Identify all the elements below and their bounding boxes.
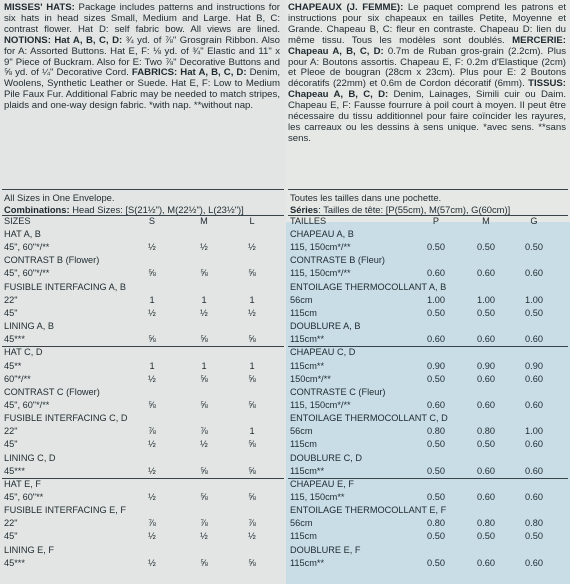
table-row-label: 115cm: [290, 531, 317, 542]
table-row-label: CONTRAST B (Flower): [4, 255, 100, 266]
table-cell-value: ½: [148, 439, 156, 450]
table-row-label: ENTOILAGE THERMOCOLLANT A, B: [290, 281, 447, 292]
table-row-label: 115, 150cm*/**: [290, 268, 351, 279]
combinations-line: Combinations: Head Sizes: [S(21½"), M(22½"), L(23½")]: [4, 204, 244, 215]
french-intro: [288, 3, 566, 145]
table-cell-value: ⅞: [148, 426, 156, 437]
table-cell-value: 0.60: [427, 268, 445, 279]
table-cell-value: ½: [248, 307, 256, 318]
table-cell-value: 0.50: [427, 439, 445, 450]
group-divider: [2, 478, 284, 479]
table-cell-value: ⅝: [248, 492, 256, 502]
table-cell-value: 1: [249, 360, 255, 371]
table-row-label: 45": [4, 307, 18, 318]
table-cell-value: 0.80: [477, 426, 495, 437]
table-row-label: 22": [4, 426, 18, 437]
table-row-label: 45", 60"*/**: [4, 242, 50, 253]
table-cell-value: ½: [200, 531, 208, 542]
table-row-label: 45***: [4, 334, 25, 345]
table-cell-value: ⅝: [200, 268, 208, 279]
table-row-label: HAT E, F: [4, 478, 41, 489]
table-row-label: 115, 150cm**: [290, 492, 345, 502]
table-cell-value: 0.60: [477, 334, 495, 345]
table-cell-value: 0.60: [477, 399, 495, 410]
notions-text: NOTIONS: Hat A, B, C, D: ¾ yd. of ⅞" Grosgrain Ribbon. Also for A: Assorted Buttons. Hat E, F: ⅛ yd. of ¾" Elastic and 11" x 9" Piece of Buckram. Also for E: Two ⅞" Decorative Buttons and ⅝ yd. of ¼" Decorative Cord.: [4, 34, 280, 79]
table-cell-value: ⅝: [200, 334, 208, 345]
mercerie-text: MERCERIE: Chapeau A, B, C, D: 0.7m de Ruban gros-grain (2.2cm). Plus pour A: Boutons assortis. Chapeau E, F: 0.2m d'Elastique (2cm) et Pleoe de bougran (28cm x 23cm). Plus pour E: 2 Boutons décoratifs (22mm) et 0.6m de Cordon décoratif (6mm).: [288, 34, 567, 90]
table-cell-value: 1: [149, 360, 155, 371]
table-cell-value: 0.60: [525, 465, 543, 476]
size-col-header: M: [482, 216, 490, 226]
table-cell-value: 1: [249, 294, 255, 305]
divider: [2, 189, 284, 190]
fabrics-text: FABRICS: Hat A, B, C, D: Denim, Woolens, Synthetic Leather or Suede. Hat E, F: Low to Medium Pile Faux Fur. Additional Fabric may be needed to match stripes, plaids and one-way design fabric. *with nap. **without nap.: [4, 67, 280, 112]
size-col-header: P: [432, 216, 440, 226]
table-cell-value: 0.60: [525, 439, 543, 450]
table-row-label: DOUBLURE E, F: [290, 544, 361, 555]
table-cell-value: 0.60: [477, 373, 495, 384]
misses-hats-heading: MISSES' HATS: Package includes patterns and instructions for six hats in head sizes Small, Medium and Large. Hat B, C: contrast flower. Hat D: self fabric bow. All views are lined.: [4, 2, 280, 35]
size-header: SIZES: [4, 216, 31, 226]
table-row-label: CHAPEAU E, F: [290, 478, 354, 489]
table-row-label: DOUBLURE C, D: [290, 452, 362, 463]
table-cell-value: ½: [200, 307, 208, 318]
table-cell-value: 0.80: [427, 426, 445, 437]
chapeaux-heading: CHAPEAUX (J. FEMME): Le paquet comprend les patrons et instructions pour six chapeaux en tailles Petite, Moyenne et Grande. Chapeau B, C: fleur en contraste. Chapeau D: lien du même tissu. Tous les modèles sont doublés.: [288, 2, 566, 46]
size-header: TAILLES: [290, 216, 327, 226]
table-cell-value: 0.80: [427, 518, 445, 529]
table-cell-value: 0.60: [525, 373, 543, 384]
table-cell-value: 0.60: [477, 465, 495, 476]
table-cell-value: 1.00: [525, 294, 543, 305]
table-row-label: 45***: [4, 557, 25, 568]
table-cell-value: ⅝: [248, 557, 256, 568]
divider: [288, 189, 568, 190]
table-cell-value: ⅝: [248, 399, 256, 410]
table-cell-value: ⅝: [148, 399, 156, 410]
table-cell-value: 1.00: [525, 426, 543, 437]
table-row-label: 45", 60"**: [4, 492, 44, 502]
table-row-label: CONTRASTE B (Fleur): [290, 255, 385, 266]
table-cell-value: 0.60: [427, 399, 445, 410]
size-col-header: M: [200, 216, 208, 226]
table-row-label: 115cm: [290, 307, 317, 318]
size-col-header: G: [530, 216, 538, 226]
table-row-label: 45***: [4, 465, 25, 476]
table-row-label: 150cm*/**: [290, 373, 331, 384]
size-col-header: S: [148, 216, 156, 226]
table-cell-value: ½: [200, 439, 208, 450]
table-cell-value: 0.90: [427, 360, 445, 371]
table-cell-value: ⅞: [200, 426, 208, 437]
size-col-header: L: [249, 216, 255, 226]
table-cell-value: ⅞: [248, 518, 256, 529]
table-row-label: 115, 150cm*/**: [290, 399, 351, 410]
table-cell-value: 0.50: [477, 531, 495, 542]
table-cell-value: ½: [148, 373, 156, 384]
all-sizes-note: All Sizes in One Envelope.: [4, 192, 115, 203]
table-row-label: CHAPEAU A, B: [290, 229, 354, 239]
table-row-label: 45": [4, 439, 18, 450]
group-divider: [2, 346, 284, 347]
table-cell-value: 0.60: [525, 334, 543, 345]
table-cell-value: 0.50: [477, 439, 495, 450]
table-row-label: 115cm: [290, 439, 317, 450]
table-row-label: 22": [4, 518, 18, 529]
table-row-label: LINING A, B: [4, 321, 55, 332]
table-cell-value: ⅝: [248, 465, 256, 476]
table-cell-value: 0.50: [525, 307, 543, 318]
table-cell-value: 0.50: [427, 307, 445, 318]
table-cell-value: ½: [248, 531, 256, 542]
table-cell-value: 0.60: [525, 557, 543, 568]
table-cell-value: 0.60: [525, 268, 543, 279]
table-cell-value: ½: [148, 465, 156, 476]
table-row-label: 45", 60"*/**: [4, 268, 50, 279]
table-row-label: ENTOILAGE THERMOCOLLANT C, D: [290, 413, 448, 424]
table-cell-value: ½: [248, 242, 256, 253]
table-cell-value: 1: [249, 426, 255, 437]
table-cell-value: 0.60: [525, 399, 543, 410]
table-cell-value: ⅝: [248, 373, 256, 384]
table-cell-value: 0.60: [477, 268, 495, 279]
table-row-label: 115cm**: [290, 465, 325, 476]
table-cell-value: 0.50: [477, 307, 495, 318]
table-cell-value: ⅝: [200, 399, 208, 410]
table-cell-value: 0.60: [427, 334, 445, 345]
table-cell-value: 0.50: [427, 373, 445, 384]
table-row-label: DOUBLURE A, B: [290, 321, 361, 332]
table-row-label: 45**: [4, 360, 22, 371]
table-cell-value: 0.60: [477, 557, 495, 568]
table-row-label: 60"*/**: [4, 373, 31, 384]
table-cell-value: ⅝: [148, 268, 156, 279]
table-cell-value: 0.80: [525, 518, 543, 529]
table-row-label: LINING E, F: [4, 544, 55, 555]
table-cell-value: ½: [200, 242, 208, 253]
table-cell-value: 0.50: [477, 242, 495, 253]
table-cell-value: 1.00: [427, 294, 445, 305]
table-cell-value: ⅝: [200, 557, 208, 568]
table-cell-value: ½: [148, 307, 156, 318]
table-cell-value: 0.60: [477, 492, 495, 502]
table-cell-value: ⅝: [248, 439, 256, 450]
table-cell-value: 1: [149, 294, 155, 305]
table-cell-value: ⅝: [200, 373, 208, 384]
table-cell-value: 0.50: [525, 531, 543, 542]
table-cell-value: ⅞: [200, 518, 208, 529]
table-row-label: CONTRASTE C (Fleur): [290, 386, 386, 397]
table-cell-value: 0.50: [525, 242, 543, 253]
table-row-label: 115cm**: [290, 334, 325, 345]
table-cell-value: 0.50: [427, 465, 445, 476]
table-cell-value: 1.00: [477, 294, 495, 305]
table-cell-value: ½: [148, 492, 156, 502]
table-cell-value: 0.90: [525, 360, 543, 371]
toutes-tailles-note: Toutes les tailles dans une pochette.: [290, 192, 442, 203]
table-row-label: 22": [4, 294, 18, 305]
table-cell-value: 1: [201, 294, 207, 305]
table-row-label: 115, 150cm*/**: [290, 242, 351, 253]
table-row-label: 56cm: [290, 294, 313, 305]
table-row-label: 45": [4, 531, 18, 542]
table-cell-value: 0.50: [427, 492, 445, 502]
table-row-label: HAT A, B: [4, 229, 41, 239]
table-cell-value: ⅞: [148, 518, 156, 529]
table-row-label: 56cm: [290, 518, 313, 529]
table-row-label: 115cm**: [290, 557, 325, 568]
table-row-label: FUSIBLE INTERFACING E, F: [4, 505, 127, 516]
table-row-label: 115cm**: [290, 360, 325, 371]
english-intro: [4, 3, 280, 112]
table-cell-value: ⅝: [148, 334, 156, 345]
table-row-label: ENTOILAGE THERMOCOLLANT E, F: [290, 505, 447, 516]
table-cell-value: ½: [148, 242, 156, 253]
table-row-label: HAT C, D: [4, 347, 43, 358]
series-line: Séries: Tailles de tête: [P(55cm), M(57cm), G(60cm)]: [290, 204, 511, 215]
table-cell-value: ⅝: [200, 492, 208, 502]
tissus-text: TISSUS: Chapeau A, B, C, D: Denim, Lainages, Simili cuir ou Daim. Chapeau E, F: Fausse fourrure à poil court à moyen. Il peut être nécessaire du tissu additionnel pour faire coïncider les rayures, les carreaux ou les dessins à sens unique. *avec sens. **sans sens.: [288, 78, 566, 144]
table-cell-value: 0.60: [525, 492, 543, 502]
table-cell-value: ½: [148, 531, 156, 542]
table-row-label: CHAPEAU C, D: [290, 347, 356, 358]
table-cell-value: 0.50: [427, 557, 445, 568]
table-row-label: 56cm: [290, 426, 313, 437]
table-row-label: 45", 60"*/**: [4, 399, 50, 410]
table-cell-value: ⅝: [200, 465, 208, 476]
table-cell-value: 0.90: [477, 360, 495, 371]
table-cell-value: ⅝: [248, 334, 256, 345]
table-row-label: LINING C, D: [4, 452, 56, 463]
table-cell-value: 1: [201, 360, 207, 371]
table-cell-value: 0.50: [427, 531, 445, 542]
table-cell-value: ⅝: [248, 268, 256, 279]
table-row-label: FUSIBLE INTERFACING C, D: [4, 413, 128, 424]
table-row-label: FUSIBLE INTERFACING A, B: [4, 281, 127, 292]
table-cell-value: 0.50: [427, 242, 445, 253]
table-row-label: CONTRAST C (Flower): [4, 386, 100, 397]
table-cell-value: ½: [148, 557, 156, 568]
table-cell-value: 0.80: [477, 518, 495, 529]
